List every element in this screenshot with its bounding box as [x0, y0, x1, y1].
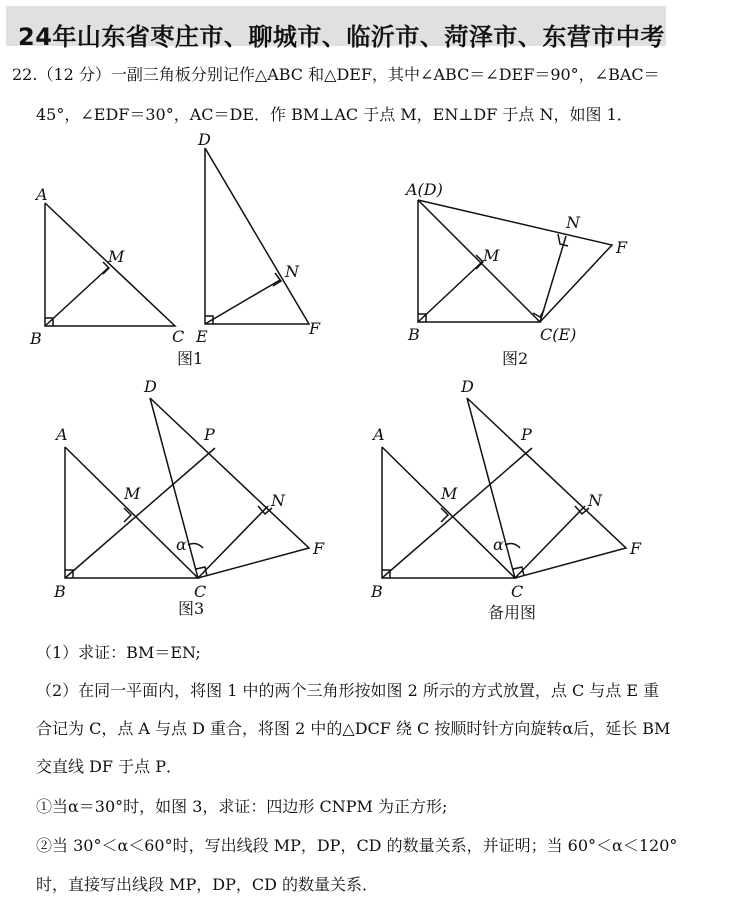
problem-line-1: 22.（12 分）一副三角板分别记作△ABC 和△DEF，其中∠ABC＝∠DEF＝90°，∠BAC＝ — [12, 65, 660, 84]
fig2-label-B: B — [408, 325, 420, 344]
fig4-label-A: A — [373, 425, 385, 444]
fig3-label-P: P — [204, 425, 215, 444]
fig2-label-AD: A(D) — [406, 180, 443, 199]
figure2-combined — [418, 200, 612, 322]
fig3-caption: 图3 — [178, 599, 205, 618]
subquestion-2-line-1: ②当 30°＜α＜60°时，写出线段 MP，DP，CD 的数量关系，并证明；当 60°＜α＜120° — [36, 836, 678, 855]
fig1-label-B: B — [30, 329, 42, 348]
fig4-label-M: M — [441, 484, 458, 503]
fig2-label-M: M — [483, 246, 500, 265]
fig4-label-B: B — [371, 582, 383, 601]
question-2-line-2: 合记为 C，点 A 与点 D 重合，将图 2 中的△DCF 绕 C 按顺时针方向旋转α后，延长 BM — [36, 719, 671, 738]
subquestion-1: ①当α＝30°时，如图 3，求证：四边形 CNPM 为正方形; — [36, 797, 448, 816]
fig3-label-F: F — [313, 539, 325, 558]
fig1-label-F: F — [309, 319, 321, 338]
fig1-label-C: C — [172, 327, 185, 346]
fig4-caption: 备用图 — [488, 603, 537, 622]
fig1-label-N: N — [285, 262, 299, 281]
fig2-label-F: F — [616, 238, 628, 257]
fig3-label-B: B — [54, 582, 66, 601]
fig2-label-N: N — [566, 213, 580, 232]
fig3-label-C: C — [194, 582, 207, 601]
fig1-label-D: D — [198, 130, 211, 149]
fig2-caption: 图2 — [502, 349, 529, 368]
fig3-label-A: A — [56, 425, 68, 444]
figure3-rotated — [65, 398, 309, 578]
subquestion-2-line-2: 时，直接写出线段 MP，DP，CD 的数量关系． — [36, 875, 378, 894]
fig2-label-CE: C(E) — [540, 325, 577, 344]
question-2-line-1: （2）在同一平面内，将图 1 中的两个三角形按如图 2 所示的方式放置，点 C 与点 E 重 — [36, 681, 660, 700]
fig4-label-alpha: α — [493, 535, 504, 554]
problem-line-2: 45°，∠EDF＝30°，AC＝DE．作 BM⊥AC 于点 M，EN⊥DF 于点 N，如图 1． — [36, 105, 633, 124]
fig3-label-M: M — [124, 484, 141, 503]
fig3-label-alpha: α — [176, 535, 187, 554]
fig4-label-N: N — [588, 491, 602, 510]
backup-figure — [382, 398, 626, 578]
exam-title: 24年山东省枣庄市、聊城市、临沂市、菏泽市、东营市中考 — [18, 23, 665, 51]
fig3-label-D: D — [144, 377, 157, 396]
fig4-label-D: D — [461, 377, 474, 396]
fig4-label-F: F — [630, 539, 642, 558]
fig1-label-M: M — [108, 247, 125, 266]
fig4-label-P: P — [521, 425, 532, 444]
question-1: （1）求证：BM＝EN; — [36, 643, 201, 662]
fig4-label-C: C — [511, 582, 524, 601]
fig3-label-N: N — [271, 491, 285, 510]
fig1-label-E: E — [196, 327, 208, 346]
figure1-triangle-def — [205, 148, 309, 324]
fig1-label-A: A — [36, 185, 48, 204]
question-2-line-3: 交直线 DF 于点 P． — [36, 757, 182, 776]
fig1-caption: 图1 — [177, 349, 204, 368]
